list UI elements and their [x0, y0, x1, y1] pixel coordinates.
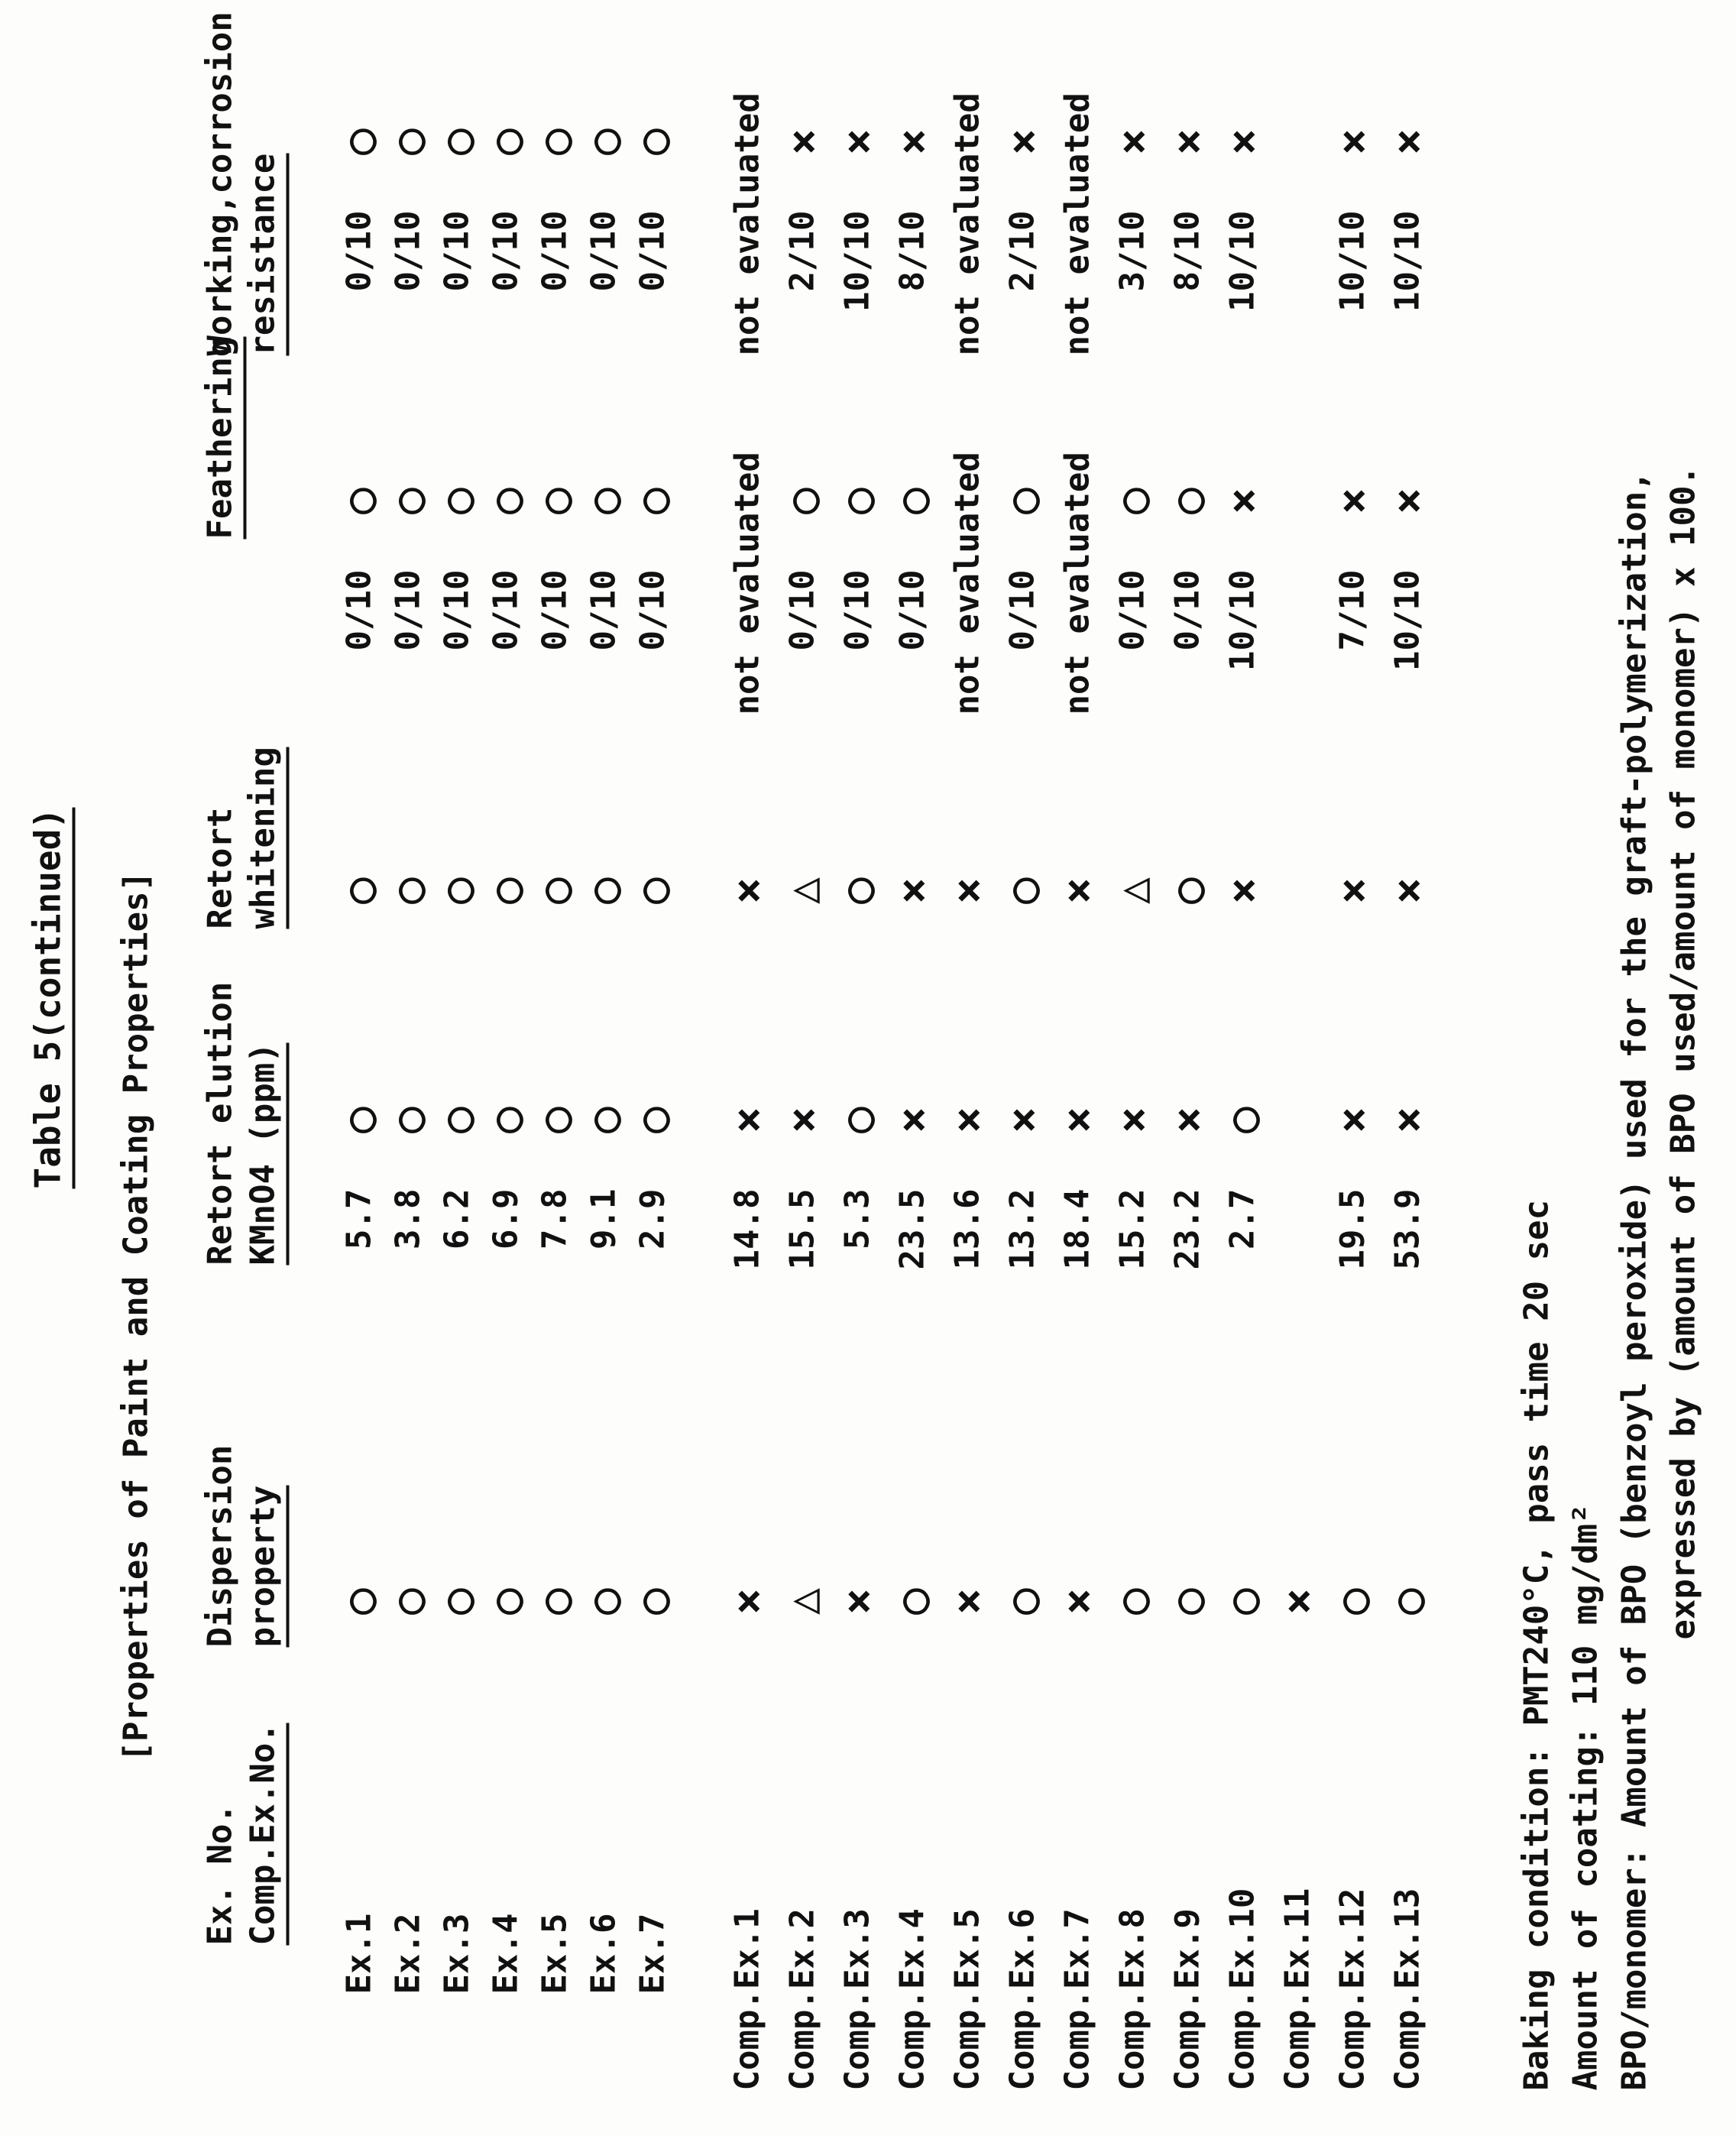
feathering-value: 0/10 [837, 569, 876, 650]
elution-rating: ○ [431, 1106, 483, 1133]
dispersion-rating: ○ [382, 1587, 434, 1615]
table-row [831, 0, 883, 2136]
table-row [529, 0, 581, 2136]
whitening-rating: × [1051, 877, 1103, 904]
working-value: 3/10 [1113, 210, 1151, 291]
table-row [480, 0, 532, 2136]
table-row [627, 0, 679, 2136]
working-value: 2/10 [1002, 210, 1041, 291]
working-rating: × [1326, 128, 1378, 155]
table-row [996, 0, 1048, 2136]
elution-value: 2.9 [633, 1188, 672, 1250]
feathering-rating: ○ [333, 487, 385, 514]
dispersion-rating: ○ [529, 1587, 581, 1615]
table-subtitle: [Properties of Paint and Coating Properties] [116, 870, 155, 1762]
dispersion-rating: ○ [1381, 1587, 1433, 1615]
row-label: Comp.Ex.13 [1388, 1888, 1427, 2090]
row-label: Comp.Ex.4 [892, 1907, 931, 2090]
elution-value: 19.5 [1333, 1188, 1372, 1269]
working-value: 8/10 [892, 210, 931, 291]
elution-value: 14.8 [727, 1188, 766, 1269]
row-label: Comp.Ex.1 [727, 1907, 766, 2090]
working-rating: ○ [529, 128, 581, 155]
footnote-bpo-monomer-continued: expressed by (amount of BPO used/amount of monomer) x 100. [1663, 465, 1702, 1639]
working-value: 0/10 [535, 210, 574, 291]
elution-value: 23.5 [892, 1188, 931, 1269]
working-value: 0/10 [633, 210, 672, 291]
dispersion-rating: ○ [627, 1587, 679, 1615]
working-rating: × [1216, 128, 1268, 155]
header-dispersion-line1: Dispersion [200, 1444, 239, 1647]
feathering-value: 0/10 [633, 569, 672, 650]
working-value: 0/10 [437, 210, 476, 291]
row-label: Comp.Ex.12 [1333, 1888, 1372, 2090]
elution-rating: × [1381, 1106, 1433, 1133]
whitening-rating: × [941, 877, 993, 904]
table-row [721, 0, 773, 2136]
whitening-rating: × [721, 877, 773, 904]
elution-value: 15.5 [782, 1188, 821, 1269]
feathering-value: 0/10 [388, 569, 427, 650]
table-row [1381, 0, 1433, 2136]
feathering-rating: ○ [431, 487, 483, 514]
feathering-rating: ○ [529, 487, 581, 514]
feathering-rating: ○ [382, 487, 434, 514]
working-value: 10/10 [1333, 210, 1372, 312]
feathering-value: 0/10 [892, 569, 931, 650]
feathering-rating: ○ [831, 487, 883, 514]
working-rating: ○ [578, 128, 630, 155]
table-row [1106, 0, 1158, 2136]
table-row [1216, 0, 1268, 2136]
feathering-rating: ○ [996, 487, 1048, 514]
working-rating: ○ [382, 128, 434, 155]
dispersion-rating: ○ [1216, 1587, 1268, 1615]
header-working-corrosion-line1: Working,corrosion [200, 11, 239, 355]
row-label: Comp.Ex.5 [947, 1907, 986, 2090]
header-feathering: Feathering [200, 336, 246, 539]
whitening-rating: × [1381, 877, 1433, 904]
dispersion-rating: ○ [480, 1587, 532, 1615]
table-row [941, 0, 993, 2136]
row-label: Comp.Ex.10 [1223, 1888, 1262, 2090]
table-row [333, 0, 385, 2136]
header-example-no-line2: Comp.Ex.No. [243, 1723, 289, 1945]
feathering-rating: ○ [886, 487, 938, 514]
table-row [1051, 0, 1103, 2136]
header-retort-elution-line1: Retort elution [200, 981, 239, 1265]
elution-rating: × [996, 1106, 1048, 1133]
header-retort-elution-line2: KMnO4 (ppm) [243, 1042, 289, 1265]
elution-rating: × [1106, 1106, 1158, 1133]
feathering-rating: × [1326, 487, 1378, 514]
working-value: 0/10 [339, 210, 378, 291]
whitening-rating: × [1216, 877, 1268, 904]
header-working-corrosion-line2: resistance [243, 153, 289, 355]
dispersion-rating: ○ [996, 1587, 1048, 1615]
elution-value: 7.8 [535, 1188, 574, 1250]
elution-rating: ○ [831, 1106, 883, 1133]
table-row [776, 0, 828, 2136]
row-label: Comp.Ex.6 [1002, 1907, 1041, 2090]
whitening-rating: × [886, 877, 938, 904]
whitening-rating: ○ [431, 877, 483, 904]
dispersion-rating: × [721, 1587, 773, 1615]
elution-value: 23.2 [1168, 1188, 1206, 1269]
dispersion-rating: ○ [578, 1587, 630, 1615]
whitening-rating: ○ [382, 877, 434, 904]
elution-rating: ○ [1216, 1106, 1268, 1133]
whitening-rating: ○ [529, 877, 581, 904]
working-rating: × [831, 128, 883, 155]
working-note: not evaluated [727, 92, 766, 355]
elution-rating: × [776, 1106, 828, 1133]
whitening-rating: ○ [480, 877, 532, 904]
header-retort-whitening-line1: Retort [200, 807, 239, 929]
working-rating: ○ [333, 128, 385, 155]
working-rating: × [886, 128, 938, 155]
elution-rating: × [1161, 1106, 1213, 1133]
working-value: 0/10 [486, 210, 525, 291]
feathering-value: 10/10 [1388, 569, 1427, 671]
whitening-rating: ○ [627, 877, 679, 904]
table-row [1161, 0, 1213, 2136]
feathering-value: 0/10 [1168, 569, 1206, 650]
elution-value: 6.2 [437, 1188, 476, 1250]
feathering-rating: ○ [1161, 487, 1213, 514]
table-row [431, 0, 483, 2136]
header-example-no-line1: Ex. No. [200, 1803, 239, 1945]
whitening-rating: ○ [333, 877, 385, 904]
table-row [382, 0, 434, 2136]
working-rating: × [1161, 128, 1213, 155]
table-row [886, 0, 938, 2136]
elution-value: 9.1 [584, 1188, 623, 1250]
table-row [1326, 0, 1378, 2136]
elution-value: 2.7 [1223, 1188, 1262, 1250]
row-label: Comp.Ex.11 [1278, 1888, 1317, 2090]
whitening-rating: △ [776, 877, 828, 904]
working-rating: ○ [431, 128, 483, 155]
dispersion-rating: ○ [333, 1587, 385, 1615]
header-dispersion-line2: property [243, 1485, 289, 1647]
row-label: Ex.6 [584, 1913, 623, 1994]
elution-rating: × [721, 1106, 773, 1133]
whitening-rating: ○ [831, 877, 883, 904]
elution-rating: ○ [627, 1106, 679, 1133]
footnote-bpo-monomer: BPO/monomer: Amount of BPO (benzoyl peroxide) used for the graft-polymerization, [1615, 470, 1653, 2090]
feathering-note: not evaluated [947, 451, 986, 715]
working-note: not evaluated [1057, 92, 1096, 355]
feathering-value: 0/10 [1002, 569, 1041, 650]
header-retort-whitening-line2: whitening [243, 747, 289, 929]
feathering-note: not evaluated [727, 451, 766, 715]
table-row [1271, 0, 1323, 2136]
whitening-rating: ○ [996, 877, 1048, 904]
working-rating: ○ [480, 128, 532, 155]
dispersion-rating: × [1051, 1587, 1103, 1615]
elution-rating: × [886, 1106, 938, 1133]
elution-value: 6.9 [486, 1188, 525, 1250]
elution-rating: ○ [578, 1106, 630, 1133]
elution-rating: ○ [480, 1106, 532, 1133]
feathering-value: 0/10 [1113, 569, 1151, 650]
elution-value: 5.3 [837, 1188, 876, 1250]
whitening-rating: ○ [1161, 877, 1213, 904]
dispersion-rating: ○ [1106, 1587, 1158, 1615]
feathering-value: 0/10 [437, 569, 476, 650]
row-label: Ex.3 [437, 1913, 476, 1994]
working-value: 8/10 [1168, 210, 1206, 291]
row-label: Comp.Ex.2 [782, 1907, 821, 2090]
working-rating: × [776, 128, 828, 155]
dispersion-rating: ○ [1161, 1587, 1213, 1615]
elution-rating: × [1051, 1106, 1103, 1133]
elution-rating: × [941, 1106, 993, 1133]
elution-value: 18.4 [1057, 1188, 1096, 1269]
row-label: Comp.Ex.8 [1113, 1907, 1151, 2090]
working-rating: × [996, 128, 1048, 155]
dispersion-rating: × [831, 1587, 883, 1615]
elution-rating: ○ [529, 1106, 581, 1133]
feathering-rating: × [1216, 487, 1268, 514]
feathering-rating: ○ [480, 487, 532, 514]
working-note: not evaluated [947, 92, 986, 355]
feathering-value: 10/10 [1223, 569, 1262, 671]
working-value: 0/10 [388, 210, 427, 291]
feathering-value: 7/10 [1333, 569, 1372, 650]
working-rating: × [1381, 128, 1433, 155]
row-label: Comp.Ex.3 [837, 1907, 876, 2090]
elution-rating: ○ [382, 1106, 434, 1133]
elution-value: 5.7 [339, 1188, 378, 1250]
feathering-rating: ○ [1106, 487, 1158, 514]
dispersion-rating: ○ [431, 1587, 483, 1615]
dispersion-rating: ○ [886, 1587, 938, 1615]
feathering-value: 0/10 [339, 569, 378, 650]
feathering-rating: ○ [578, 487, 630, 514]
whitening-rating: △ [1106, 877, 1158, 904]
footnote-baking-condition: Baking condition: PMT240°C, pass time 20 sec [1517, 1199, 1556, 2090]
feathering-value: 0/10 [584, 569, 623, 650]
row-label: Ex.2 [388, 1913, 427, 1994]
elution-rating: ○ [333, 1106, 385, 1133]
row-label: Ex.1 [339, 1913, 378, 1994]
feathering-note: not evaluated [1057, 451, 1096, 715]
elution-value: 15.2 [1113, 1188, 1151, 1269]
table-title: Table 5(continued) [26, 808, 75, 1189]
feathering-value: 0/10 [535, 569, 574, 650]
dispersion-rating: × [1271, 1587, 1323, 1615]
row-label: Comp.Ex.9 [1168, 1907, 1206, 2090]
row-label: Ex.7 [633, 1913, 672, 1994]
elution-value: 3.8 [388, 1188, 427, 1250]
feathering-rating: ○ [627, 487, 679, 514]
working-value: 2/10 [782, 210, 821, 291]
dispersion-rating: × [941, 1587, 993, 1615]
feathering-rating: ○ [776, 487, 828, 514]
working-rating: × [1106, 128, 1158, 155]
elution-value: 13.6 [947, 1188, 986, 1269]
dispersion-rating: ○ [1326, 1587, 1378, 1615]
working-value: 0/10 [584, 210, 623, 291]
feathering-value: 0/10 [782, 569, 821, 650]
elution-rating: × [1326, 1106, 1378, 1133]
whitening-rating: ○ [578, 877, 630, 904]
elution-value: 13.2 [1002, 1188, 1041, 1269]
working-value: 10/10 [837, 210, 876, 312]
footnote-coating-amount: Amount of coating: 110 mg/dm² [1566, 1502, 1605, 2090]
row-label: Ex.4 [486, 1913, 525, 1994]
row-label: Comp.Ex.7 [1057, 1907, 1096, 2090]
working-value: 10/10 [1388, 210, 1427, 312]
working-rating: ○ [627, 128, 679, 155]
feathering-rating: × [1381, 487, 1433, 514]
feathering-value: 0/10 [486, 569, 525, 650]
elution-value: 53.9 [1388, 1188, 1427, 1269]
table-row [578, 0, 630, 2136]
dispersion-rating: △ [776, 1587, 828, 1615]
row-label: Ex.5 [535, 1913, 574, 1994]
whitening-rating: × [1326, 877, 1378, 904]
working-value: 10/10 [1223, 210, 1262, 312]
